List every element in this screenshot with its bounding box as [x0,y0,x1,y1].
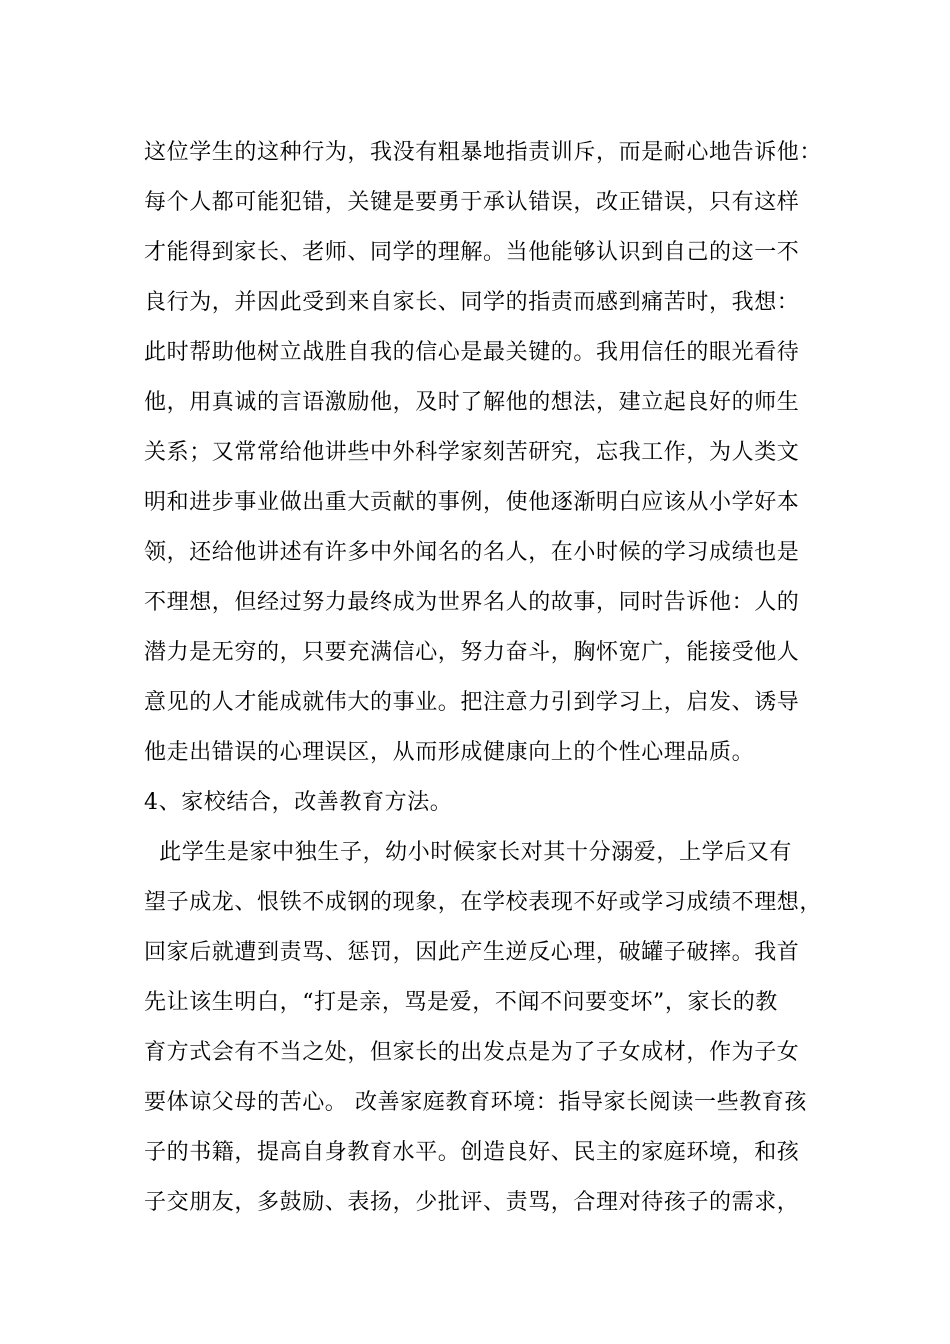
text-line-11: 潜力是无穷的，只要充满信心，努力奋斗，胸怀宽广，能接受他人 [144,640,800,665]
text-line-20: 要体谅父母的苦心。 改善家庭教育环境：指导家长阅读一些教育孩 [144,1090,807,1115]
text-line-17: 回家后就遭到责骂、惩罚，因此产生逆反心理，破罐子破摔。我首 [144,940,800,965]
text-line-8: 明和进步事业做出重大贡献的事例，使他逐渐明白应该从小学好本 [144,490,800,515]
text-line-9: 领，还给他讲述有许多中外闻名的名人，在小时候的学习成绩也是 [144,540,800,565]
text-line-3: 才能得到家长、老师、同学的理解。当他能够认识到自己的这一不 [144,240,800,265]
section-heading: 4、家校结合，改善教育方法。 [144,790,453,815]
text-line-16: 望子成龙、恨铁不成钢的现象，在学校表现不好或学习成绩不理想， [144,890,823,915]
text-line-19: 育方式会有不当之处，但家长的出发点是为了子女成材，作为子女 [144,1040,800,1065]
text-line-4: 良行为，并因此受到来自家长、同学的指责而感到痛苦时，我想： [144,290,800,315]
text-line-22: 子交朋友，多鼓励、表扬，少批评、责骂，合理对待孩子的需求， [144,1190,800,1215]
text-line-12: 意见的人才能成就伟大的事业。把注意力引到学习上，启发、诱导 [144,690,800,715]
text-line-5: 此时帮助他树立战胜自我的信心是最关键的。我用信任的眼光看待 [144,340,800,365]
text-line-2: 每个人都可能犯错，关键是要勇于承认错误，改正错误，只有这样 [144,190,800,215]
text-line-21: 子的书籍，提高自身教育水平。创造良好、民主的家庭环境，和孩 [144,1140,800,1165]
text-line-13: 他走出错误的心理误区，从而形成健康向上的个性心理品质。 [144,740,755,765]
text-line-15: 此学生是家中独生子，幼小时候家长对其十分溺爱，上学后又有 [144,840,792,865]
text-line-18: 先让该生明白，“打是亲，骂是爱，不闻不问要变坏”，家长的教 [144,990,778,1015]
text-line-6: 他，用真诚的言语激励他，及时了解他的想法，建立起良好的师生 [144,390,800,415]
text-line-1: 这位学生的这种行为，我没有粗暴地指责训斥，而是耐心地告诉他： [144,140,823,165]
text-line-7: 关系；又常常给他讲些中外科学家刻苦研究，忘我工作，为人类文 [144,440,800,465]
text-line-10: 不理想，但经过努力最终成为世界名人的故事，同时告诉他：人的 [144,590,800,615]
